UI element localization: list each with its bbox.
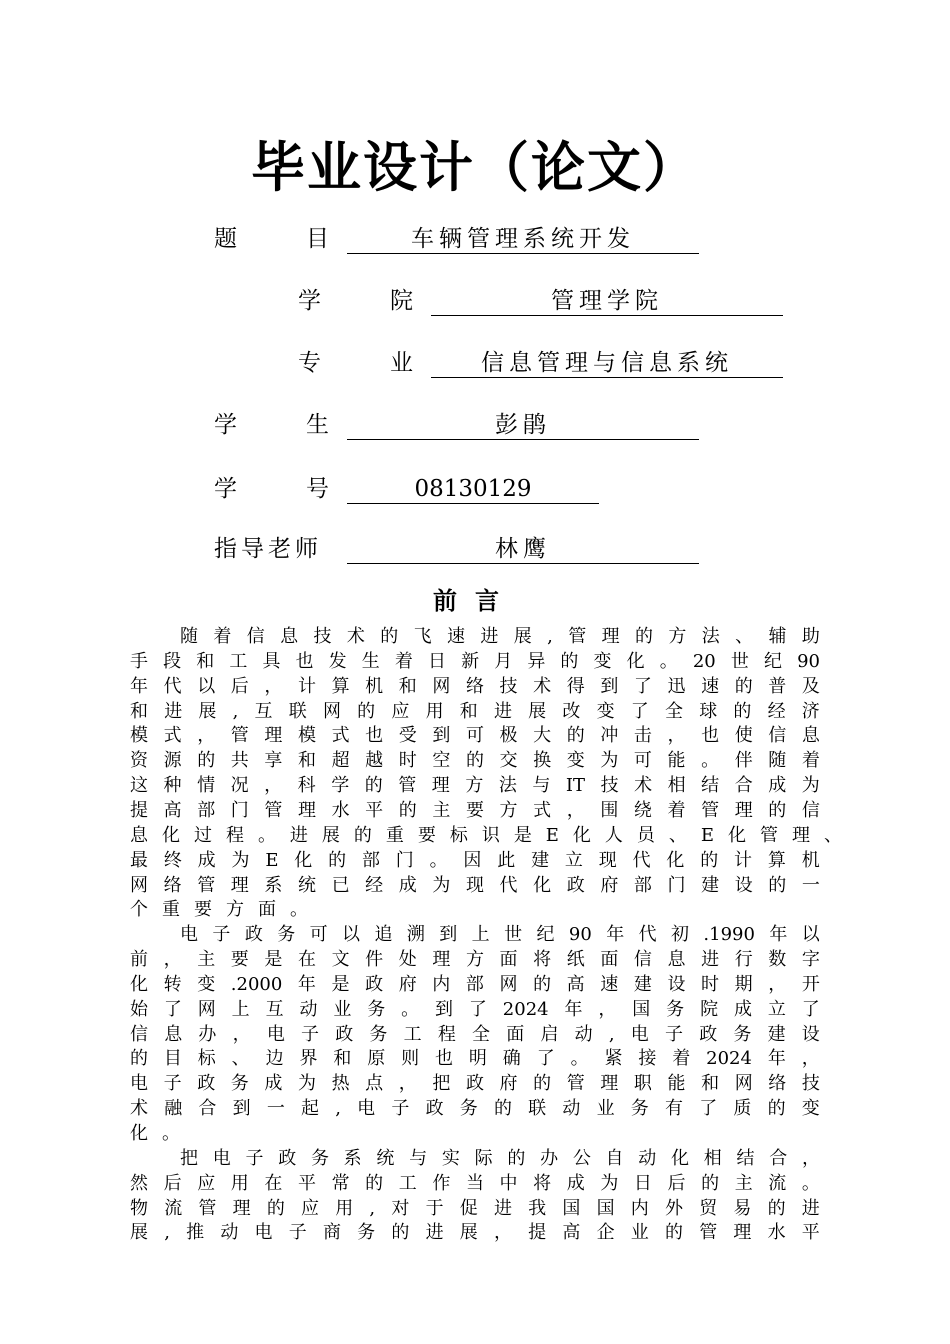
preface-line: 把 电 子 政 务 系 统 与 实 际 的 办 公 自 动 化 相 结 合 ，: [180, 1147, 820, 1169]
field-major-label: 专 业: [298, 350, 413, 376]
preface-line: 化 转 变 .2000 年 是 政 府 内 部 网 的 高 速 建 设 时 期 ， 开: [130, 973, 820, 995]
preface-line: 模 式 ， 管 理 模 式 也 受 到 可 极 大 的 冲 击 ， 也 使 信 息: [130, 725, 820, 747]
preface-line: 网 络 管 理 系 统 已 经 成 为 现 代 化 政 府 部 门 建 设 的 一: [130, 874, 820, 896]
preface-line: 然 后 应 用 在 平 常 的 工 作 当 中 将 成 为 日 后 的 主 流 。: [130, 1172, 820, 1194]
field-major-value: 信息管理与信息系统: [431, 348, 783, 378]
preface-line: 息 化 过 程 。 进 展 的 重 要 标 识 是 E 化 人 员 、 E 化 管 理 、: [130, 824, 842, 846]
preface-line: 始 了 网 上 互 动 业 务 。 到 了 2024 年 ， 国 务 院 成 立 了: [130, 998, 820, 1020]
preface-line: 这 种 情 况 ， 科 学 的 管 理 方 法 与 IT 技 术 相 结 合 成 为: [130, 775, 820, 797]
field-student-id-label: 学 号: [214, 476, 329, 502]
preface-line: 展 , 推 动 电 子 商 务 的 进 展 ， 提 高 企 业 的 管 理 水 平: [130, 1222, 820, 1244]
field-college-value: 管理学院: [431, 286, 783, 316]
preface-line: 化 。: [130, 1123, 180, 1144]
field-major: [298, 348, 788, 378]
field-student-id-value: 08130129: [347, 474, 599, 504]
preface-line: 随 着 信 息 技 术 的 飞 速 进 展 , 管 理 的 方 法 、 辅 助: [180, 626, 820, 647]
preface-line: 年 代 以 后 ， 计 算 机 和 网 络 技 术 得 到 了 迅 速 的 普 及: [130, 675, 820, 697]
field-student-value: 彭鹃: [347, 410, 699, 440]
field-topic: [214, 224, 704, 254]
field-topic-value: 车辆管理系统开发: [347, 224, 699, 254]
preface-line: 提 高 部 门 管 理 水 平 的 主 要 方 式 ， 围 绕 着 管 理 的 信: [130, 799, 820, 821]
field-student: [214, 410, 704, 440]
preface-line: 术 融 合 到 一 起 , 电 子 政 务 的 联 动 业 务 有 了 质 的 变: [130, 1098, 820, 1120]
field-student-label: 学 生: [214, 412, 329, 438]
preface-line: 和 进 展 , 互 联 网 的 应 用 和 进 展 改 变 了 全 球 的 经 济: [130, 700, 820, 722]
preface-line: 个 重 要 方 面 。: [130, 899, 308, 921]
preface-line: 物 流 管 理 的 应 用 , 对 于 促 进 我 国 国 内 外 贸 易 的 进: [130, 1197, 820, 1219]
field-advisor-value: 林鹰: [347, 534, 699, 564]
preface-line: 资 源 的 共 享 和 超 越 时 空 的 交 换 变 为 可 能 。 伴 随 着: [130, 750, 820, 772]
field-advisor: [214, 534, 704, 564]
field-college-label: 学 院: [298, 288, 413, 314]
preface-line: 信 息 办 ， 电 子 政 务 工 程 全 面 启 动 , 电 子 政 务 建 设: [130, 1023, 820, 1045]
field-topic-label: 题 目: [214, 226, 329, 252]
preface-line: 前 ， 主 要 是 在 文 件 处 理 方 面 将 纸 面 信 息 进 行 数 字: [130, 949, 820, 971]
field-college: [298, 286, 788, 316]
preface-line: 手 段 和 工 具 也 发 生 着 日 新 月 异 的 变 化 。 20 世 纪 90: [130, 650, 820, 672]
field-student-id: [214, 474, 634, 504]
preface-line: 的 目 标 、 边 界 和 原 则 也 明 确 了 。 紧 接 着 2024 年 ，: [130, 1048, 820, 1070]
document-title: 毕业设计（论文）: [251, 136, 699, 199]
preface-line: 电 子 政 务 成 为 热 点 ， 把 政 府 的 管 理 职 能 和 网 络 技: [130, 1073, 820, 1095]
preface-line: 电 子 政 务 可 以 追 溯 到 上 世 纪 90 年 代 初 .1990 年 以: [180, 924, 820, 946]
preface-line: 最 终 成 为 E 化 的 部 门 。 因 此 建 立 现 代 化 的 计 算 机: [130, 849, 820, 871]
preface-heading: 前言: [433, 587, 517, 615]
field-advisor-label: 指导老师: [214, 536, 322, 562]
